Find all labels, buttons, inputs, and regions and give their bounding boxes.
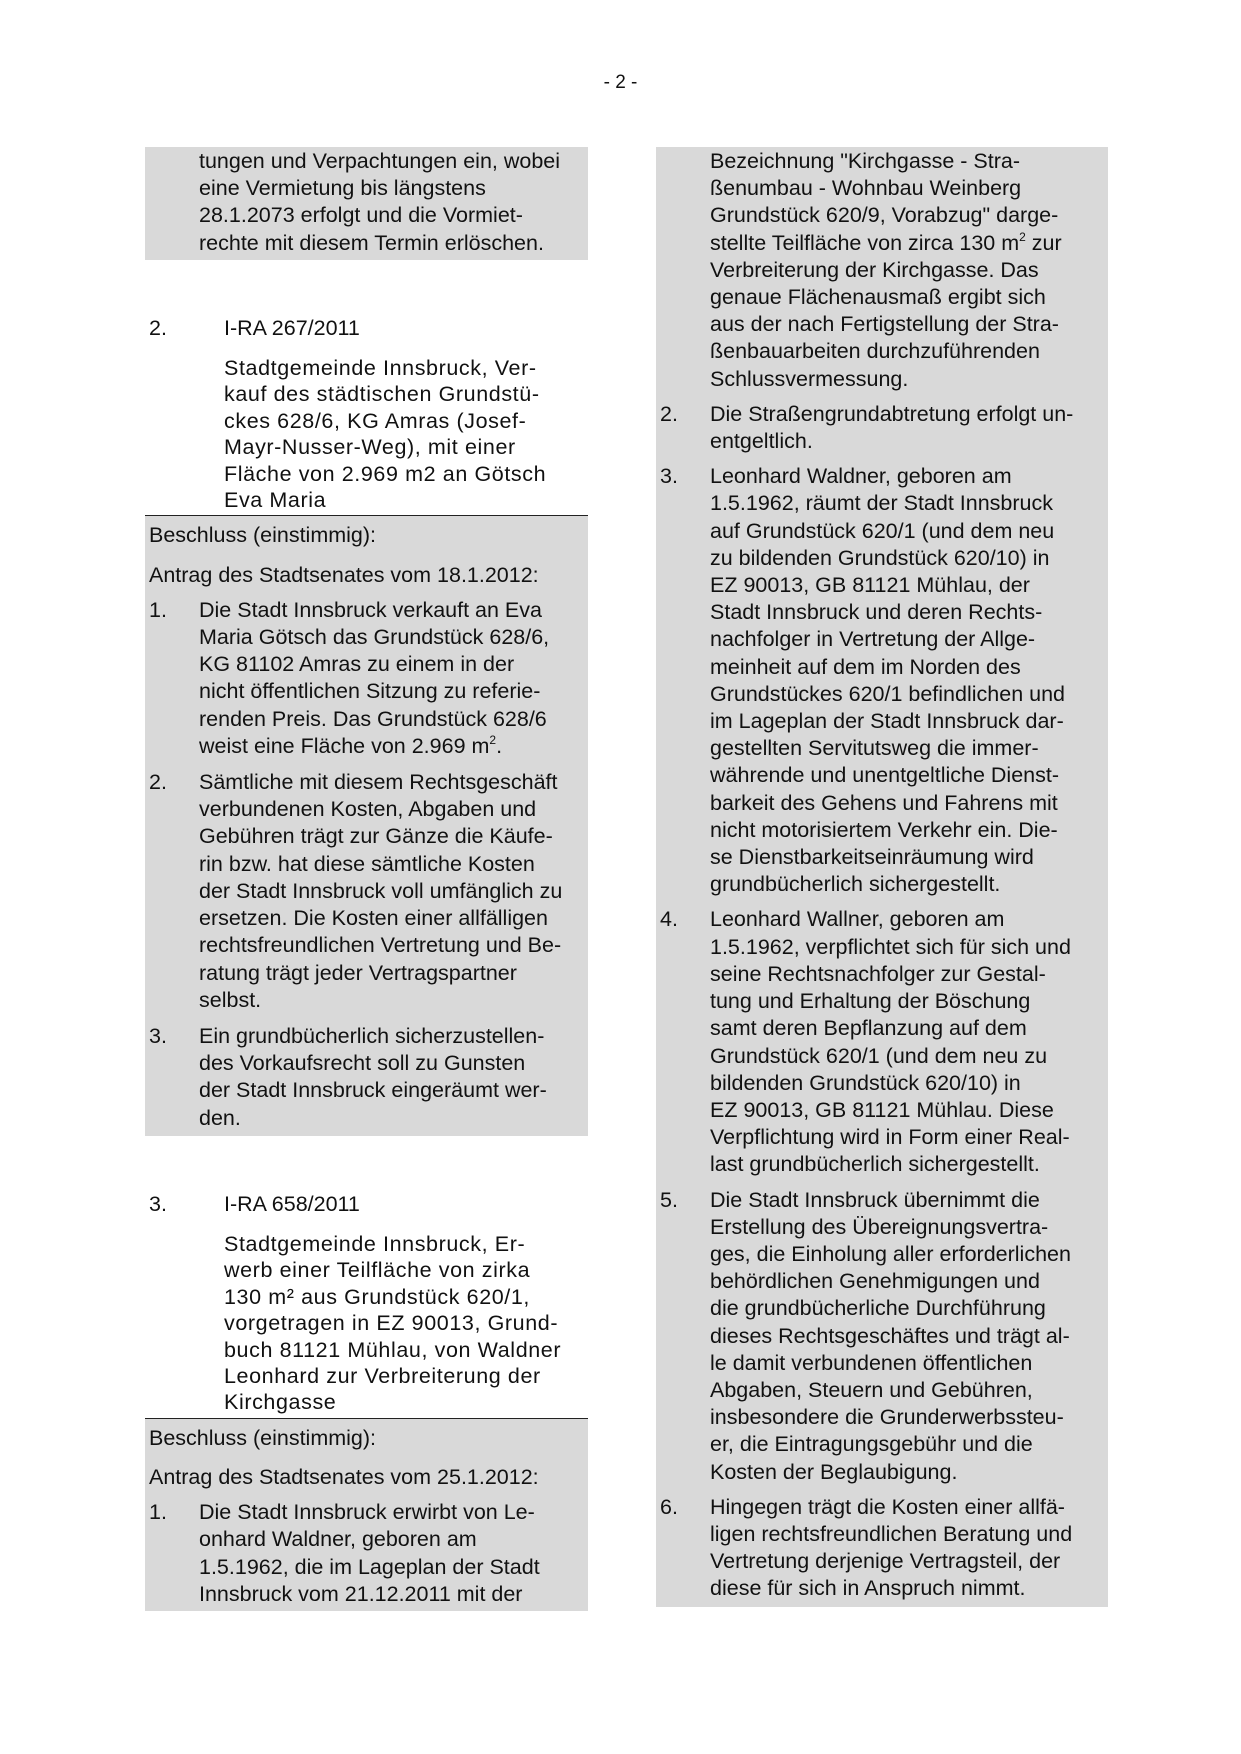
- list-item: [149, 597, 584, 760]
- resolution-label: Beschluss (einstimmig):: [149, 523, 376, 548]
- text-line: selbst.: [199, 987, 262, 1012]
- list-item-number: 2.: [149, 770, 167, 795]
- text-line: rechte mit diesem Termin erlöschen.: [199, 230, 544, 255]
- agenda-item-code: I-RA 658/2011: [224, 1191, 360, 1216]
- text-line: währende und unentgeltliche Dienst-: [710, 763, 1060, 788]
- resolution-label: Beschluss (einstimmig):: [149, 1425, 376, 1450]
- list-item-number: 5.: [660, 1187, 678, 1212]
- text-line: 1.5.1962, verpflichtet sich für sich und: [710, 934, 1071, 959]
- text-line: Stadtgemeinde Innsbruck, Er-: [224, 1231, 526, 1256]
- text-line: Kirchgasse: [224, 1390, 337, 1415]
- agenda-item-number: 3.: [149, 1191, 167, 1216]
- continued-text-block: [145, 147, 588, 260]
- text-line: Leonhard Wallner, geboren am: [710, 907, 1005, 932]
- text-line: Die Stadt Innsbruck übernimmt die: [710, 1187, 1040, 1212]
- text-line: im Lageplan der Stadt Innsbruck dar-: [710, 709, 1064, 734]
- text-line: auf Grundstück 620/1 (und dem neu: [710, 518, 1055, 543]
- text-line: meinheit auf dem im Norden des: [710, 654, 1021, 679]
- text-line: Abgaben, Steuern und Gebühren,: [710, 1377, 1033, 1402]
- text-line: ßenumbau - Wohnbau Weinberg: [710, 176, 1022, 201]
- text-line: last grundbücherlich sichergestellt.: [710, 1152, 1040, 1177]
- list-item: [149, 1023, 584, 1132]
- text-line: Verbreiterung der Kirchgasse. Das: [710, 257, 1039, 282]
- text-line: Stadt Innsbruck und deren Rechts-: [710, 600, 1043, 625]
- text-line: renden Preis. Das Grundstück 628/6: [199, 706, 547, 731]
- text-line: gestellten Servitutsweg die immer-: [710, 736, 1039, 761]
- list-item-number: 1.: [149, 1500, 167, 1525]
- text-line: nachfolger in Vertretung der Allge-: [710, 627, 1036, 652]
- left-column: [145, 147, 588, 1611]
- text-line: Stadtgemeinde Innsbruck, Ver-: [224, 356, 537, 381]
- agenda-item-heading: [145, 1191, 588, 1218]
- text-line: entgeltlich.: [710, 429, 813, 454]
- text-line: le damit verbundenen öffentlichen: [710, 1350, 1033, 1375]
- text-line: ges, die Einholung aller erforderlichen: [710, 1241, 1071, 1266]
- text-line: Grundstück 620/1 (und dem neu zu: [710, 1043, 1048, 1068]
- text-line: grundbücherlich sichergestellt.: [710, 872, 1001, 897]
- text-line: 28.1.2073 erfolgt und die Vormiet-: [199, 203, 523, 228]
- text-line: Leonhard zur Verbreiterung der: [224, 1363, 541, 1388]
- list-item-number: 2.: [660, 401, 678, 426]
- text-line: Bezeichnung "Kirchgasse - Stra-: [710, 149, 1020, 173]
- text-line: ckes 628/6, KG Amras (Josef-: [224, 408, 527, 433]
- text-line: Eva Maria: [224, 488, 327, 513]
- text-line: er, die Eintragungsgebühr und die: [710, 1432, 1033, 1457]
- text-line: ßenbauarbeiten durchzuführenden: [710, 339, 1040, 364]
- text-line: Leonhard Waldner, geboren am: [710, 464, 1012, 489]
- text-line: seine Rechtsnachfolger zur Gestal-: [710, 961, 1046, 986]
- text-line: Mayr-Nusser-Weg), mit einer: [224, 435, 516, 460]
- text-line: nicht motorisiertem Verkehr ein. Die-: [710, 817, 1058, 842]
- text-line: Die Stadt Innsbruck verkauft an Eva: [199, 597, 542, 622]
- text-line: se Dienstbarkeitseinräumung wird: [710, 845, 1034, 870]
- text-line: Ein grundbücherlich sicherzustellen-: [199, 1023, 545, 1048]
- resolution-block: [145, 516, 588, 1135]
- list-item-number: 1.: [149, 597, 167, 622]
- text-line: 1.5.1962, die im Lageplan der Stadt: [199, 1554, 540, 1579]
- list-item-number: 6.: [660, 1494, 678, 1519]
- text-line: tung und Erhaltung der Böschung: [710, 989, 1031, 1014]
- text-line: rin bzw. hat diese sämtliche Kosten: [199, 851, 535, 876]
- text-line: eine Vermietung bis längstens: [199, 176, 486, 201]
- text-line: Sämtliche mit diesem Rechtsgeschäft: [199, 770, 558, 795]
- text-line: buch 81121 Mühlau, von Waldner: [224, 1337, 562, 1362]
- text-line: samt deren Bepflanzung auf dem: [710, 1016, 1027, 1041]
- agenda-item-code: I-RA 267/2011: [224, 315, 360, 340]
- right-column: [656, 147, 1108, 1607]
- text-line: Kosten der Beglaubigung.: [710, 1459, 958, 1484]
- text-line: Verpflichtung wird in Form einer Real-: [710, 1125, 1070, 1150]
- motion-label: Antrag des Stadtsenates vom 18.1.2012:: [149, 562, 539, 587]
- text-line: kauf des städtischen Grundstü-: [224, 382, 540, 407]
- text-line: onhard Waldner, geboren am: [199, 1527, 477, 1552]
- text-line: werb einer Teilfläche von zirka: [224, 1258, 531, 1283]
- text-line: ratung trägt jeder Vertragspartner: [199, 960, 517, 985]
- list-item: [660, 1187, 1104, 1486]
- text-line: KG 81102 Amras zu einem in der: [199, 652, 515, 677]
- text-line: verbundenen Kosten, Abgaben und: [199, 797, 537, 822]
- text-line: die grundbücherliche Durchführung: [710, 1296, 1046, 1321]
- text-line: Schlussvermessung.: [710, 366, 909, 391]
- text-line: vorgetragen in EZ 90013, Grund-: [224, 1311, 559, 1336]
- text-line: Vertretung derjenige Vertragsteil, der: [710, 1549, 1061, 1574]
- text-line: tungen und Verpachtungen ein, wobei: [199, 149, 561, 173]
- text-line: ligen rechtsfreundlichen Beratung und: [710, 1521, 1073, 1546]
- text-line: stellte Teilfläche von zirca 130 $m^2$ zur: [710, 229, 1062, 255]
- text-line: Maria Götsch das Grundstück 628/6,: [199, 625, 550, 650]
- agenda-item-number: 2.: [149, 315, 167, 340]
- text-line: Hingegen trägt die Kosten einer allfä-: [710, 1494, 1065, 1519]
- agenda-item-title: [145, 1231, 588, 1419]
- text-line: diese für sich in Anspruch nimmt.: [710, 1576, 1026, 1601]
- text-line: der Stadt Innsbruck eingeräumt wer-: [199, 1078, 547, 1103]
- text-line: 1.5.1962, räumt der Stadt Innsbruck: [710, 491, 1054, 516]
- list-item-number: 3.: [149, 1023, 167, 1048]
- text-line: insbesondere die Grunderwerbssteu-: [710, 1405, 1064, 1430]
- text-line: Die Straßengrundabtretung erfolgt un-: [710, 401, 1074, 426]
- text-line: EZ 90013, GB 81121 Mühlau, der: [710, 573, 1030, 598]
- list-item-number: 3.: [660, 464, 678, 489]
- text-line: zu bildenden Grundstück 620/10) in: [710, 545, 1050, 570]
- text-line: Innsbruck vom 21.12.2011 mit der: [199, 1581, 523, 1606]
- list-item: [149, 1499, 584, 1608]
- page-number: - 2 -: [603, 72, 638, 93]
- text-line: den.: [199, 1105, 241, 1130]
- text-line: Grundstück 620/9, Vorabzug" darge-: [710, 203, 1059, 228]
- resolution-block: [145, 1419, 588, 1611]
- list-item: [660, 463, 1104, 898]
- text-line: Gebühren trägt zur Gänze die Käufe-: [199, 824, 553, 849]
- list-item: [149, 769, 584, 1014]
- text-line: barkeit des Gehens und Fahrens mit: [710, 790, 1058, 815]
- text-line: des Vorkaufsrecht soll zu Gunsten: [199, 1051, 526, 1076]
- text-line: ersetzen. Die Kosten einer allfälligen: [199, 906, 548, 931]
- list-item: [660, 401, 1104, 455]
- text-line: 130 m² aus Grundstück 620/1,: [224, 1284, 531, 1309]
- text-line: Erstellung des Übereignungsvertra-: [710, 1214, 1049, 1239]
- text-line: Die Stadt Innsbruck erwirbt von Le-: [199, 1500, 535, 1525]
- motion-label: Antrag des Stadtsenates vom 25.1.2012:: [149, 1464, 539, 1489]
- list-item: [660, 906, 1104, 1178]
- text-line: dieses Rechtsgeschäftes und trägt al-: [710, 1323, 1070, 1348]
- text-line: EZ 90013, GB 81121 Mühlau. Diese: [710, 1097, 1054, 1122]
- text-line: bildenden Grundstück 620/10) in: [710, 1070, 1021, 1095]
- text-line: aus der nach Fertigstellung der Stra-: [710, 312, 1059, 337]
- agenda-item-heading: [145, 315, 588, 342]
- continued-text-block: [660, 148, 1104, 393]
- text-line: genaue Flächenausmaß ergibt sich: [710, 285, 1046, 310]
- list-item: [660, 1494, 1104, 1603]
- agenda-item-title: [145, 355, 588, 516]
- text-line: der Stadt Innsbruck voll umfänglich zu: [199, 878, 563, 903]
- text-line: behördlichen Genehmigungen und: [710, 1269, 1040, 1294]
- text-line: Grundstückes 620/1 befindlichen und: [710, 681, 1065, 706]
- text-line: nicht öffentlichen Sitzung zu referie-: [199, 679, 541, 704]
- list-item-number: 4.: [660, 907, 678, 932]
- text-line: weist eine Fläche von 2.969 $m^2$.: [199, 732, 503, 758]
- text-line: Fläche von 2.969 m2 an Götsch: [224, 461, 547, 486]
- text-line: rechtsfreundlichen Vertretung und Be-: [199, 933, 562, 958]
